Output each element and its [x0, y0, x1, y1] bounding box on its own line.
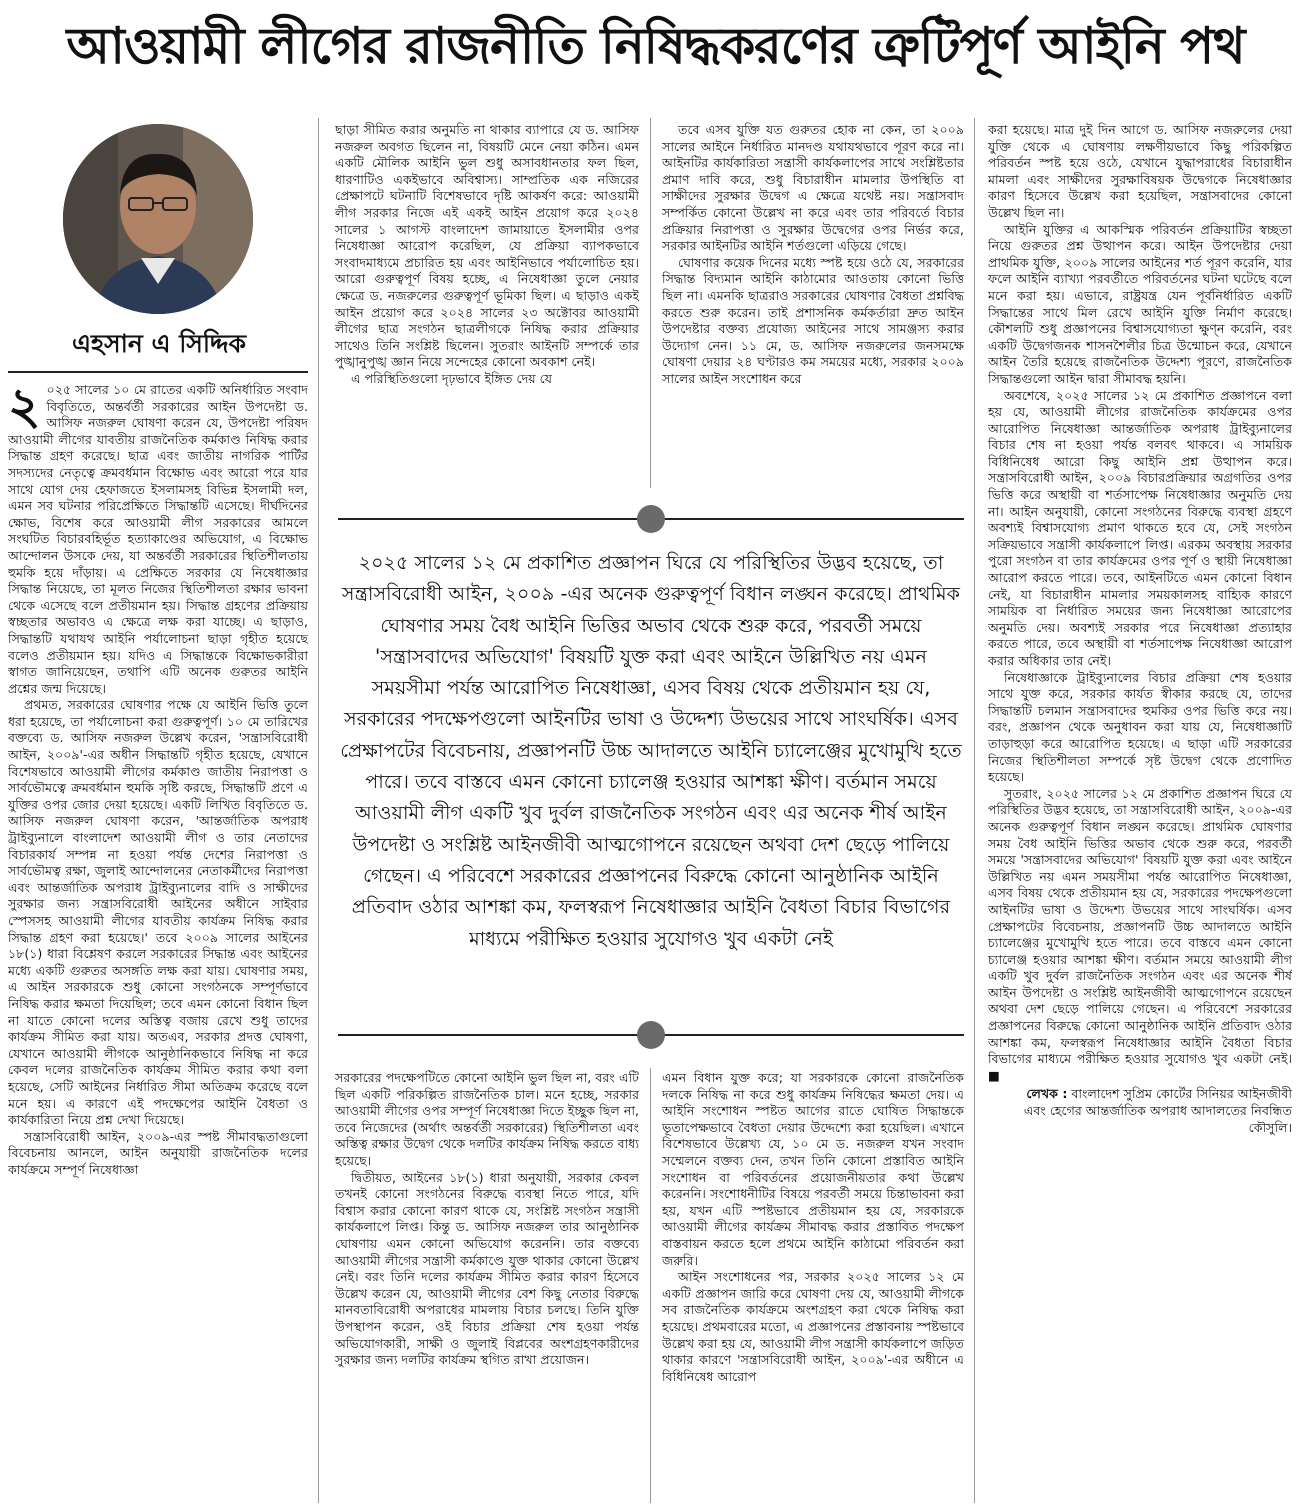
paragraph: ছাড়া সীমিত করার অনুমতি না থাকার ব্যাপারে যে ড. আসিফ নজরুল অবগত ছিলেন না, বিষয়টি মেনে নেয়া কঠিন। এমন একটি মৌলিক আইনি ভুল শুধু অসাবধানতার ফল ছিল, ধারণাটিও একইভাবে অবিশ্বাস্য। সাম্প্রতিক এক নজিরের প্রেক্ষাপটে ঘটনাটি বিশেষভাবে দৃষ্টি আকর্ষণ করে: আওয়ামী লীগ সরকার নিজে এই একই আইন প্রয়োগ করে ২০২৪ সালের ১ আগস্ট বাংলাদেশ জামায়াতে ইসলামীর ওপর নিষেধাজ্ঞা আরোপ করেছিল, যে প্রক্রিয়া ব্যাপকভাবে সংবাদমাধ্যমে প্রচারিত হয় এবং আইনিভাবে পর্যালোচিত হয়। আরো গুরুত্বপূর্ণ বিষয় হচ্ছে, এ নিষেধাজ্ঞা তুলে নেয়ার ক্ষেত্রে ড. নজরুলের গুরুত্বপূর্ণ ভূমিকা ছিল। এ ছাড়াও একই আইন প্রয়োগ করে ২০২৪ সালের ২৩ অক্টোবর আওয়ামী লীগের ছাত্র সংগঠন ছাত্রলীগকে নিষিদ্ধ করার প্রক্রিয়ার সাথেও তিনি সংশ্লিষ্ট ছিলেন। সুতরাং আইনটি সম্পর্কে তার পুঙ্খানুপুঙ্খ জ্ঞান নিয়ে সন্দেহের কোনো অবকাশ নেই। [335, 122, 639, 370]
column-2-bottom [335, 1070, 639, 1502]
drop-cap: ২ [8, 382, 41, 435]
paragraph: তবে এসব যুক্তি যত গুরুতর হোক না কেন, তা ২০০৯ সালের আইনে নির্ধারিত মানদণ্ড যথাযথভাবে পূরণ করে না। আইনটির কার্যকারিতা সন্ত্রাসী কার্যকলাপের সাথে সংশ্লিষ্টতার প্রমাণ দাবি করে, শুধু বিচারাধীন মামলার উপস্থিতি বা সাক্ষীদের সুরক্ষার উদ্বেগ এ ক্ষেত্রে যথেষ্ট নয়। সন্ত্রাসবাদ সম্পর্কিত কোনো উল্লেখ না করে এবং তার পরিবর্তে বিচার প্রক্রিয়ার নিরাপত্তা ও সুরক্ষার উদ্বেগের ওপর নির্ভর করে, সরকার আইনটির আইনি শর্তগুলো এড়িয়ে গেছে। [662, 122, 964, 254]
paragraph: আইন সংশোধনের পর, সরকার ২০২৫ সালের ১২ মে একটি প্রজ্ঞাপন জারি করে ঘোষণা দেয় যে, আওয়ামী লীগকে সব রাজনৈতিক কার্যক্রমে অংশগ্রহণ করা থেকে নিষিদ্ধ করা হয়েছে। প্রথমবারের মতো, এ প্রজ্ঞাপনের প্রস্তাবনায় স্পষ্টভাবে উল্লেখ করা হয় যে, আওয়ামী লীগ সন্ত্রাসী কার্যকলাপে জড়িত থাকার কারণে 'সন্ত্রাসবিরোধী আইন, ২০০৯'-এর অধীনে এ বিধিনিষেধ আরোপ [662, 1269, 964, 1384]
headline: আওয়ামী লীগের রাজনীতি নিষিদ্ধকরণের ত্রুটিপূর্ণ আইনি পথ [66, 17, 1245, 75]
paragraph: নিষেধাজ্ঞাকে ট্রাইব্যুনালের বিচার প্রক্রিয়া শেষ হওয়ার সাথে যুক্ত করে, সরকার কার্যত স্বীকার করছে যে, তাদের সিদ্ধান্তটি চলমান সন্ত্রাসবাদের হুমকির ওপর ভিত্তি করে নয়। বরং, প্রজ্ঞাপন থেকে অনুধাবন করা যায় যে, নিষেধাজ্ঞাটি তাড়াহুড়া করে আরোপিত হয়েছে। এ ছাড়া এটি সরকারের নিজের স্থিতিশীলতা সম্পর্কে সৃষ্ট উদ্বেগ থেকে প্রণোদিত হয়েছে। [988, 669, 1292, 785]
paragraph: সরকারের পদক্ষেপটিতে কোনো আইনি ভুল ছিল না, বরং এটি ছিল একটি পরিকল্পিত রাজনৈতিক চাল। মনে হচ্ছে, সরকার আওয়ামী লীগের ওপর সম্পূর্ণ নিষেধাজ্ঞা দিতে ইচ্ছুক ছিল না, তবে নিজেদের (অর্থাৎ অন্তর্বর্তী সরকারের) স্থিতিশীলতা এবং অস্তিত্ব রক্ষার উদ্বেগ থেকে দলটির কার্যক্রম নিষিদ্ধ করতে বাধ্য হয়েছে। [335, 1070, 639, 1168]
column-3-bottom [662, 1070, 964, 1502]
paragraph: দ্বিতীয়ত, আইনের ১৮(১) ধারা অনুযায়ী, সরকার কেবল তখনই কোনো সংগঠনের বিরুদ্ধে ব্যবস্থা নিতে পারে, যদি বিশ্বাস করার কোনো কারণ থাকে যে, সংশ্লিষ্ট সংগঠন সন্ত্রাসী কার্যকলাপে লিপ্ত। কিন্তু ড. আসিফ নজরুল তার আনুষ্ঠানিক ঘোষণায় এমন কোনো অভিযোগ করেননি। তার বক্তব্যে আওয়ামী লীগের সন্ত্রাসী কর্মকাণ্ডে যুক্ত থাকার কোনো উল্লেখ নেই। বরং তিনি দলের কার্যক্রম সীমিত করার কারণ হিসেবে উল্লেখ করেন যে, আওয়ামী লীগের বেশ কিছু নেতার বিরুদ্ধে মানবতাবিরোধী অপরাধের মামলায় বিচার চলছে। তিনি যুক্তি উপস্থাপন করেন, ওই বিচার প্রক্রিয়া শেষ হওয়া পর্যন্ত অভিযোগকারী, সাক্ষী ও জুলাই বিপ্লবের অংশগ্রহণকারীদের সুরক্ষার জন্য দলটির কার্যক্রম স্থগিত রাখা প্রয়োজন। [335, 1169, 639, 1368]
pullquote-dot-top [637, 505, 665, 533]
paragraph: আইনি যুক্তির এ আকস্মিক পরিবর্তন প্রক্রিয়াটির স্বচ্ছতা নিয়ে গুরুতর প্রশ্ন উত্থাপন করে। আইন উপদেষ্টার দেয়া প্রাথমিক যুক্তি, ২০০৯ সালের আইনের শর্ত পূরণ করেনি, যার ফলে আইনি ব্যাখ্যা পরবর্তীতে পরিবর্তনের ঘটনা ঘটেছে বলে মনে করা হয়। এভাবে, রাষ্ট্রযন্ত্র যেন পূর্বনির্ধারিত একটি সিদ্ধান্তের সাথে মিল রেখে আইনি যুক্তি নির্মাণ করেছে। কৌশলটি শুধু প্রজ্ঞাপনের বিশ্বাসযোগ্যতা ক্ষুণ্ন করেনি, বরং একটি উদ্বেগজনক শাসনশৈলীর চিত্র উন্মোচন করে, যেখানে আইন তৈরি হয়েছে রাজনৈতিক উদ্দেশ্য পূরণে, রাজনৈতিক সিদ্ধান্তগুলো আইন দ্বারা সীমাবদ্ধ হয়নি। [988, 221, 1292, 386]
column-divider [650, 118, 651, 488]
author-photo [63, 124, 253, 314]
paragraph: এ পরিস্থিতিগুলো দৃঢ়ভাবে ইঙ্গিত দেয় যে [351, 370, 552, 386]
author-credit-text: বাংলাদেশ সুপ্রিম কোর্টের সিনিয়র আইনজীবী এবং হেগের আন্তর্জাতিক অপরাধ আদালতের নিবন্ধিত কৌসুলি। [1023, 1086, 1292, 1135]
paragraph: সুতরাং, ২০২৫ সালের ১২ মে প্রকাশিত প্রজ্ঞাপন ঘিরে যে পরিস্থিতির উদ্ভব হয়েছে, তা সন্ত্রাসবিরোধী আইন, ২০০৯-এর অনেক গুরুত্বপূর্ণ বিধান লঙ্ঘন করেছে। প্রাথমিক ঘোষণার সময় বৈধ আইনি ভিত্তির অভাব থেকে শুরু করে, পরবর্তী সময়ে 'সন্ত্রাসবাদের অভিযোগ' বিষয়টি যুক্ত করা এবং আইনে উল্লিখিত নয় এমন সময়সীমা পর্যন্ত আরোপিত নিষেধাজ্ঞা, এসব বিষয় থেকে প্রতীয়মান হয় যে, সরকারের পদক্ষেপগুলো আইনটির ভাষা ও উদ্দেশ্য উভয়ের সাথে সাংঘর্ষিক। এসব প্রেক্ষাপটের বিবেচনায়, প্রজ্ঞাপনটি উচ্চ আদালতে আইনি চ্যালেঞ্জের মুখোমুখি হতে পারে। তবে বাস্তবে এমন কোনো চ্যালেঞ্জ হওয়ার আশঙ্কা ক্ষীণ। বর্তমান সময়ে আওয়ামী লীগ একটি খুব দুর্বল রাজনৈতিক সংগঠন এবং এর অনেক শীর্ষ আইন উপদেষ্টা ও সংশ্লিষ্ট আইনজীবী আত্মগোপনে রয়েছেন অথবা দেশ ছেড়ে পালিয়ে গেছেন। এ পরিবেশে সরকারের প্রজ্ঞাপনের বিরুদ্ধে কোনো আনুষ্ঠানিক আইনি প্রতিবাদ ওঠার আশঙ্কা কম, ফলস্বরূপ নিষেধাজ্ঞার আইনি বৈধতা বিচার বিভাগের মাধ্যমে পরীক্ষিত হওয়ার সুযোগও খুব একটা নেই। ■ [988, 785, 1292, 1083]
column-divider [318, 118, 319, 1503]
column-2-top [335, 122, 639, 488]
paragraph: এমন বিধান যুক্ত করে; যা সরকারকে কোনো রাজনৈতিক দলকে নিষিদ্ধ না করে শুধু কার্যক্রম নিষিদ্ধের ক্ষমতা দেয়। এ আইনি সংশোধন স্পষ্টত আগের রাতে ঘোষিত সিদ্ধান্তকে ভূতাপেক্ষভাবে বৈধতা দেয়ার উদ্দেশ্যে করা হয়েছিল। এখানে বিশেষভাবে উল্লেখ্য যে, ১০ মে ড. নজরুল যখন সংবাদ সম্মেলনে বক্তব্য দেন, তখন তিনি কোনো প্রস্তাবিত আইনি সংশোধন বা পরিবর্তনের প্রয়োজনীয়তার কথা উল্লেখ করেননি। সংশোধনীটির বিষয়ে পরবর্তী সময়ে চিন্তাভাবনা করা হয়, যখন এটি স্পষ্টভাবে প্রতীয়মান হয় যে, সরকারকে আওয়ামী লীগের কার্যক্রম সীমাবদ্ধ করার প্রস্তাবিত পদক্ষেপ বাস্তবায়ন করতে হলে প্রথমে আইনি কাঠামো পরিবর্তন করা জরুরি। [662, 1070, 964, 1268]
column-3-top [662, 122, 964, 488]
author-credit [988, 1086, 1292, 1136]
column-1 [8, 382, 308, 1502]
byline-divider [8, 371, 308, 373]
author-byline: এহসান এ সিদ্দিক [71, 329, 247, 358]
paragraph: ঘোষণার কয়েক দিনের মধ্যে স্পষ্ট হয়ে ওঠে যে, সরকারের সিদ্ধান্ত বিদ্যমান আইনি কাঠামোর আওতায় কোনো ভিত্তি ছিল না। এমনকি ছাত্ররাও সরকারের ঘোষণার বৈধতা প্রশ্নবিদ্ধ করতে শুরু করেন। তাই প্রশাসনিক কর্মকর্তারা দ্রুত আইন উপদেষ্টার বক্তব্য প্রযোজ্য আইনের সাথে সামঞ্জস্য করার উদ্যোগ নেন। ১১ মে, ড. আসিফ নজরুলের জনসমক্ষে ঘোষণা দেয়ার ২৪ ঘণ্টারও কম সময়ের মধ্যে, সরকার ২০০৯ সালের আইন সংশোধন করে [662, 254, 964, 386]
pullquote-dot-bottom [637, 1021, 665, 1049]
paragraph: করা হয়েছে। মাত্র দুই দিন আগে ড. আসিফ নজরুলের দেয়া যুক্তি থেকে এ ঘোষণায় লক্ষণীয়ভাবে কিছু পরিকল্পিত পরিবর্তন স্পষ্ট হয়ে ওঠে, যেখানে যুদ্ধাপরাধের বিচারাধীন মামলা এবং সাক্ষীদের সুরক্ষাবিষয়ক উদ্বেগকে নিষেধাজ্ঞার কারণ হিসেবে উল্লেখ করা হয়েছিল, সন্ত্রাসবাদের কোনো উল্লেখ ছিল না। [988, 122, 1292, 220]
paragraph: সন্ত্রাসবিরোধী আইন, ২০০৯-এর স্পষ্ট সীমাবদ্ধতাগুলো বিবেচনায় আনলে, আইন অনুযায়ী রাজনৈতিক দলের কার্যক্রমে সম্পূর্ণ নিষেধাজ্ঞা [8, 1128, 308, 1177]
column-4 [988, 122, 1292, 1502]
paragraph: ২ ০২৫ সালের ১০ মে রাতের একটি অনির্ধারিত সংবাদ বিবৃতিতে, অন্তর্বর্তী সরকারের আইন উপদেষ্টা ড. আসিফ নজরুল ঘোষণা করেন যে, উপদেষ্টা পরিষদ আওয়ামী লীগের যাবতীয় রাজনৈতিক কর্মকাণ্ড নিষিদ্ধ করার সিদ্ধান্ত গ্রহণ করেছে। ছাত্র এবং জাতীয় নাগরিক পার্টির সদস্যদের নেতৃত্বে ক্রমবর্ধমান বিক্ষোভ এবং আরো পরে যার সাথে যোগ দেয় হেফাজতে ইসলামসহ বিভিন্ন ইসলামী দল, এমন সব ঘটনার পরিপ্রেক্ষিতে সিদ্ধান্তটি এসেছে। দীর্ঘদিনের ক্ষোভ, বিশেষ করে আওয়ামী লীগ সরকারের আমলে সংঘটিত বিচারবহির্ভূত হত্যাকাণ্ডের অভিযোগ, এ বিক্ষোভ আন্দোলন উসকে দেয়, যা অন্তর্বর্তী সরকারের স্থিতিশীলতায় হুমকি হয়ে দাঁড়ায়। এ প্রেক্ষিতে সরকার যে নিষেধাজ্ঞার সিদ্ধান্ত নিয়েছে, তা মূলত নিজের স্থিতিশীলতা রক্ষার ভাবনা থেকে এসেছে বলে প্রতীয়মান হয়। সিদ্ধান্ত গ্রহণের প্রক্রিয়ায় স্বচ্ছতার অভাবও এ ক্ষেত্রে লক্ষ করা যাচ্ছে। এ ছাড়াও, সিদ্ধান্তটি যথাযথ আইনি পর্যালোচনা ছাড়া গৃহীত হয়েছে বলেও প্রতীয়মান হয়। যদিও এ সিদ্ধান্তকে বিক্ষোভকারীরা স্বাগত জানিয়েছেন, তথাপি এটি অনেক গুরুতর আইনি প্রশ্নের জন্ম দিয়েছে। [8, 382, 308, 696]
author-credit-label: লেখক : [1026, 1086, 1068, 1102]
column-divider [974, 118, 975, 1503]
paragraph: অবশেষে, ২০২৫ সালের ১২ মে প্রকাশিত প্রজ্ঞাপনে বলা হয় যে, আওয়ামী লীগের রাজনৈতিক কার্যক্রমের ওপর আরোপিত নিষেধাজ্ঞা আন্তর্জাতিক অপরাধ ট্রাইব্যুনালের বিচার শেষ না হওয়া পর্যন্ত বলবৎ থাকবে। এ সাময়িক বিধিনিষেধ আরো কিছু আইনি প্রশ্ন উত্থাপন করে। সন্ত্রাসবিরোধী আইন, ২০০৯ বিচারপ্রক্রিয়ার অগ্রগতির ওপর ভিত্তি করে অস্থায়ী বা শর্তসাপেক্ষ নিষেধাজ্ঞার অনুমতি দেয় না। আইন অনুযায়ী, কোনো সংগঠনের বিরুদ্ধে ব্যবস্থা গ্রহণে অবশ্যই বিশ্বাসযোগ্য প্রমাণ থাকতে হবে যে, সেই সংগঠন সক্রিয়ভাবে সন্ত্রাসী কার্যকলাপে লিপ্ত। এরকম অবস্থায় সরকার পুরো সংগঠন বা তার কার্যক্রমের ওপর পূর্ণ ও স্থায়ী নিষেধাজ্ঞা আরোপ করতে পারে। তবে, আইনটিতে এমন কোনো বিধান নেই, যা বিচারাধীন মামলার সময়কালসহ বাহ্যিক কারণে সাময়িক বা নির্ধারিত সময়ের জন্য নিষেধাজ্ঞা আরোপের অনুমতি দেয়। অবশ্যই সরকার পরে নিষেধাজ্ঞা প্রত্যাহার করতে পারে, তবে অস্থায়ী বা শর্তসাপেক্ষ নিষেধাজ্ঞা আরোপ করার অধিকার তার নেই। [988, 387, 1292, 668]
pullquote: ২০২৫ সালের ১২ মে প্রকাশিত প্রজ্ঞাপন ঘিরে যে পরিস্থিতির উদ্ভব হয়েছে, তা সন্ত্রাসবিরোধী আইন, ২০০৯ -এর অনেক গুরুত্বপূর্ণ বিধান লঙ্ঘন করেছে। প্রাথমিক ঘোষণার সময় বৈধ আইনি ভিত্তির অভাব থেকে শুরু করে, পরবর্তী সময়ে 'সন্ত্রাসবাদের অভিযোগ' বিষয়টি যুক্ত করা এবং আইনে উল্লিখিত নয় এমন সময়সীমা পর্যন্ত আরোপিত নিষেধাজ্ঞা, এসব বিষয় থেকে প্রতীয়মান হয় যে, সরকারের পদক্ষেপগুলো আইনটির ভাষা ও উদ্দেশ্য উভয়ের সাথে সাংঘর্ষিক। এসব প্রেক্ষাপটের বিবেচনায়, প্রজ্ঞাপনটি উচ্চ আদালতে আইনি চ্যালেঞ্জের মুখোমুখি হতে পারে। তবে বাস্তবে এমন কোনো চ্যালেঞ্জ হওয়ার আশঙ্কা ক্ষীণ। বর্তমান সময়ে আওয়ামী লীগ একটি খুব দুর্বল রাজনৈতিক সংগঠন এবং এর অনেক শীর্ষ আইন উপদেষ্টা ও সংশ্লিষ্ট আইনজীবী আত্মগোপনে রয়েছেন অথবা দেশ ছেড়ে পালিয়ে গেছেন। এ পরিবেশে সরকারের প্রজ্ঞাপনের বিরুদ্ধে কোনো আনুষ্ঠানিক আইনি প্রতিবাদ ওঠার আশঙ্কা কম, ফলস্বরূপ নিষেধাজ্ঞার আইনি বৈধতা বিচার বিভাগের মাধ্যমে পরীক্ষিত হওয়ার সুযোগও খুব একটা নেই [340, 551, 962, 950]
paragraph: প্রথমত, সরকারের ঘোষণার পক্ষে যে আইনি ভিত্তি তুলে ধরা হয়েছে, তা পর্যালোচনা করা গুরুত্বপূর্ণ। ১০ মে তারিখের বক্তব্যে ড. আসিফ নজরুল উল্লেখ করেন, 'সন্ত্রাসবিরোধী আইন, ২০০৯'-এর অধীন সিদ্ধান্তটি গৃহীত হয়েছে, যেখানে বিশেষভাবে আওয়ামী লীগের কর্মকাণ্ড জাতীয় নিরাপত্তা ও সার্বভৌমত্বে ক্রমবর্ধমান হুমকি সৃষ্টি করছে, সিদ্ধান্তটি প্রণে এ যুক্তির ওপর জোর দেয়া হয়েছে। একটি লিখিত বিবৃতিতে ড. আসিফ নজরুল ঘোষণা করেন, 'আন্তর্জাতিক অপরাধ ট্রাইব্যুনালে বাংলাদেশ আওয়ামী লীগ ও তার নেতাদের বিচারকার্য সম্পন্ন না হওয়া পর্যন্ত দেশের নিরাপত্তা ও সার্বভৌমত্ব রক্ষা, জুলাই আন্দোলনের নেতাকর্মীদের নিরাপত্তা এবং আন্তর্জাতিক অপরাধ ট্রাইব্যুনালের বাদি ও সাক্ষীদের সুরক্ষার জন্য সন্ত্রাসবিরোধী আইনের অধীনে সাইবার স্পেসসহ আওয়ামী লীগের যাবতীয় কার্যক্রম নিষিদ্ধ করার সিদ্ধান্ত গ্রহণ করা হয়েছে।' তবে ২০০৯ সালের আইনের ১৮(১) ধারা বিশ্লেষণ করলে সরকারের সিদ্ধান্ত এবং আইনের মধ্যে একটি গুরুতর অসঙ্গতি লক্ষ করা যায়। ঘোষণার সময়, এ আইন সরকারকে শুধু কোনো সংগঠনকে সম্পূর্ণভাবে নিষিদ্ধ করার ক্ষমতা দিয়েছিল; তবে এমন কোনো বিধান ছিল না যাতে কোনো দলের অস্তিত্ব বজায় রেখে শুধু তাদের কার্যক্রম সীমিত করা যায়। অতএব, সরকার প্রদত্ত ঘোষণা, যেখানে আওয়ামী লীগকে আনুষ্ঠানিকভাবে নিষিদ্ধ না করে কেবল দলের রাজনৈতিক কার্যক্রম সীমিত করার কথা বলা হয়েছে, সেটি আইনের নির্ধারিত সীমা অতিক্রম করেছে বলে মনে হয়। এ কারণে এই পদক্ষেপের আইনি বৈধতা ও কার্যকারিতা নিয়ে প্রশ্ন দেখা দিয়েছে। [8, 697, 308, 1128]
column-divider [650, 1068, 651, 1503]
